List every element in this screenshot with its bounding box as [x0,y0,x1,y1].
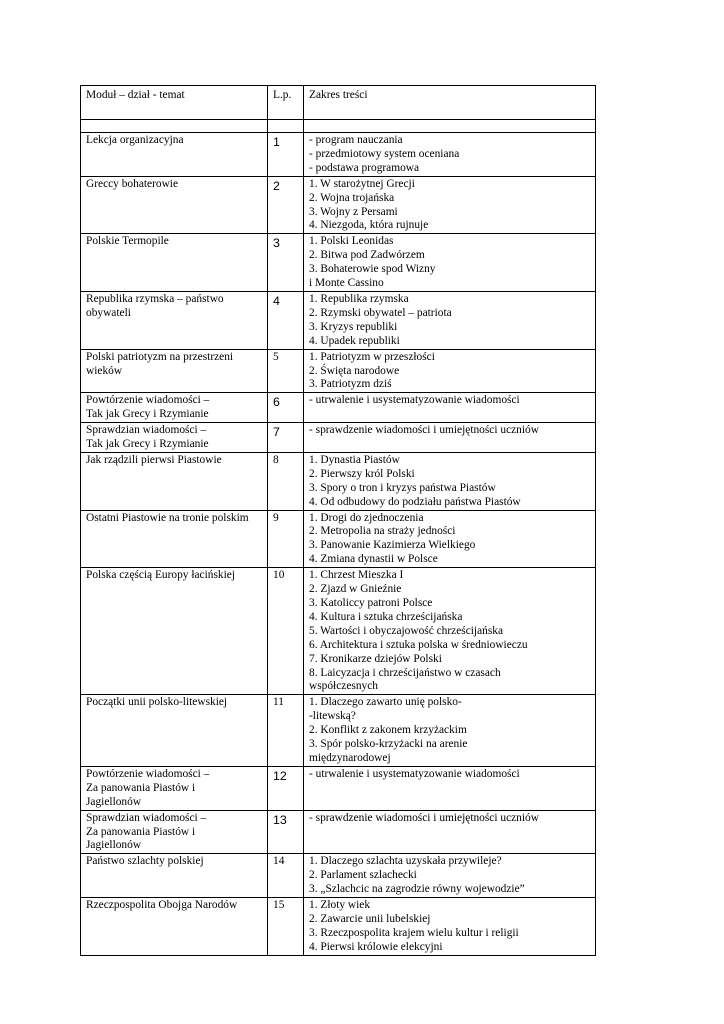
module-text: Za panowania Piastów i [86,825,196,838]
content-line: 1. Dlaczego szlachta uzyskała przywileje? [309,855,502,868]
content-line: 1. Złoty wiek [309,899,371,912]
module-text: Polski patriotyzm na przestrzeni [86,350,234,363]
table-row [81,854,596,898]
lp-cell: 2 [268,176,304,234]
content-line: i Monte Cassino [309,277,384,290]
content-line: -litewską? [309,710,356,723]
content-line: 8. Laicyzacja i chrześcijaństwo w czasach [309,666,501,679]
content-cell [304,568,596,695]
module-text: Polska częścią Europy łacińskiej [86,569,235,582]
table-row [81,133,596,177]
content-line: 1. Republika rzymska [309,292,409,305]
content-line: 4. Kultura i sztuka chrześcijańska [309,610,463,623]
table-row [81,452,596,510]
content-line: 3. Spory o tron i kryzys państwa Piastów [309,481,496,494]
content-line: 5. Wartości i obyczajowość chrześcijańska [309,624,504,637]
content-cell [304,854,596,898]
table-row [81,349,596,393]
content-line: 3. Katoliccy patroni Polsce [309,597,433,609]
content-cell [304,766,596,810]
lp-cell: 4 [268,291,304,349]
module-cell [81,452,268,510]
content-line: 4. Upadek republiki [309,334,400,347]
module-cell [81,766,268,810]
content-line: 2. Rzymski obywatel – patriota [309,306,452,319]
content-line: - utrwalenie i usystematyzowanie wiadomości [309,767,520,780]
content-line: 2. Wojna trojańska [309,191,395,204]
curriculum-table [80,85,596,956]
content-line: 2. Pierwszy król Polski [309,467,415,480]
content-line: 2. Konflikt z zakonem krzyżackim [309,724,467,737]
spacer-cell [81,120,268,133]
table-row [81,510,596,568]
content-line: 1. W starożytnej Grecji [309,177,415,190]
content-line: 3. Rzeczpospolita krajem wielu kultur i religii [309,926,519,939]
table-row [81,766,596,810]
content-cell [304,234,596,292]
module-text: Powtórzenie wiadomości – [86,394,210,407]
header-scope: Zakres treści [304,86,596,120]
content-line: 1. Dlaczego zawarto unię polsko- [309,696,462,709]
content-line: 2. Zawarcie unii lubelskiej [309,912,431,925]
module-cell [81,234,268,292]
module-text: Greccy bohaterowie [86,177,179,190]
content-line: 4. Pierwsi królowie elekcyjni [309,940,443,953]
lp-cell: 11 [268,695,304,767]
content-line: 4. Od odbudowy do podziału państwa Piastów [309,495,521,508]
lp-cell: 8 [268,452,304,510]
table-row [81,423,596,453]
content-line: 1. Drogi do zjednoczenia [309,511,424,524]
table-row [81,898,596,956]
header-module: Moduł – dział - temat [81,86,268,120]
content-line: 4. Zmiana dynastii w Polsce [309,553,438,566]
content-line: 7. Kronikarze dziejów Polski [309,652,442,665]
content-cell [304,393,596,423]
content-line: 3. Patriotyzm dziś [309,378,392,391]
module-text: Lekcja organizacyjna [86,134,184,146]
module-text: Jagiellonów [86,795,142,808]
content-line: 2. Parlament szlachecki [309,869,417,882]
module-cell [81,695,268,767]
lp-cell: 14 [268,854,304,898]
content-line: - utrwalenie i usystematyzowanie wiadomości [309,394,520,407]
lp-cell: 3 [268,234,304,292]
module-text: Ostatni Piastowie na tronie polskim [86,511,249,524]
table-body [81,133,596,956]
content-line: 2. Zjazd w Gnieźnie [309,583,402,596]
lp-cell: 13 [268,810,304,854]
module-cell [81,568,268,695]
content-cell [304,423,596,453]
content-line: 3. Kryzys republiki [309,320,398,333]
table-row [81,176,596,234]
content-cell [304,349,596,393]
table-row [81,568,596,695]
module-text: Sprawdzian wiadomości – [86,811,207,824]
header-lp: L.p. [268,86,304,120]
header-spacer-row [81,120,596,133]
content-line: 3. „Szlachcic na zagrodzie równy wojewodzie” [309,883,525,896]
module-cell [81,510,268,568]
module-text: Państwo szlachty polskiej [86,855,204,868]
content-line: 3. Bohaterowie spod Wizny [309,263,436,276]
module-cell [81,854,268,898]
content-line: 2. Metropolia na straży jedności [309,525,456,538]
content-line: międzynarodowej [309,751,391,764]
content-line: - podstawa programowa [309,161,420,174]
content-cell [304,898,596,956]
content-line: - przedmiotowy system oceniana [309,147,460,160]
module-cell [81,393,268,423]
table-row [81,695,596,767]
content-line: 1. Patriotyzm w przeszłości [309,350,435,363]
module-cell [81,810,268,854]
lp-cell: 7 [268,423,304,453]
module-text: Sprawdzian wiadomości – [86,424,207,437]
module-text: obywateli [86,306,131,319]
content-line: 2. Bitwa pod Zadwórzem [309,249,425,262]
module-cell [81,291,268,349]
content-line: 3. Wojny z Persami [309,205,398,218]
content-line: 2. Święta narodowe [309,364,400,377]
content-line: - sprawdzenie wiadomości i umiejętności uczniów [309,424,539,437]
content-cell [304,176,596,234]
content-cell [304,452,596,510]
module-text: Tak jak Grecy i Rzymianie [86,408,209,421]
module-text: Tak jak Grecy i Rzymianie [86,438,209,451]
content-line: - sprawdzenie wiadomości i umiejętności uczniów [309,811,539,824]
content-line: 1. Dynastia Piastów [309,453,400,466]
lp-cell: 1 [268,133,304,177]
table-row [81,234,596,292]
module-text: Polskie Termopile [86,235,169,248]
table-row [81,291,596,349]
content-cell [304,510,596,568]
content-line: współczesnych [309,680,378,693]
lp-cell: 6 [268,393,304,423]
module-cell [81,133,268,177]
content-cell [304,133,596,177]
content-line: 4. Niezgoda, która rujnuje [309,219,429,232]
content-cell [304,810,596,854]
lp-cell: 12 [268,766,304,810]
module-text: Za panowania Piastów i [86,781,196,794]
lp-cell: 10 [268,568,304,695]
module-cell [81,349,268,393]
content-line: 1. Polski Leonidas [309,235,394,248]
content-cell [304,291,596,349]
module-text: Rzeczpospolita Obojga Narodów [86,899,238,912]
module-text: Republika rzymska – państwo [86,292,224,305]
module-text: wieków [86,364,123,377]
module-text: Powtórzenie wiadomości – [86,767,210,780]
module-cell [81,176,268,234]
module-text: Początki unii polsko-litewskiej [86,696,228,709]
content-line: 3. Panowanie Kazimierza Wielkiego [309,539,476,552]
table-row [81,393,596,423]
spacer-cell [304,120,596,133]
content-line: 6. Architektura i sztuka polska w średniowieczu [309,638,528,651]
table-header-row [81,86,596,120]
lp-cell: 5 [268,349,304,393]
module-text: Jak rządzili pierwsi Piastowie [86,453,222,466]
table-row [81,810,596,854]
content-line: 1. Chrzest Mieszka I [309,569,404,582]
content-line: 3. Spór polsko-krzyżacki na arenie [309,738,468,751]
module-text: Jagiellonów [86,839,142,852]
lp-cell: 9 [268,510,304,568]
spacer-cell [268,120,304,133]
content-cell [304,695,596,767]
lp-cell: 15 [268,898,304,956]
module-cell [81,898,268,956]
module-cell [81,423,268,453]
content-line: - program nauczania [309,134,403,146]
